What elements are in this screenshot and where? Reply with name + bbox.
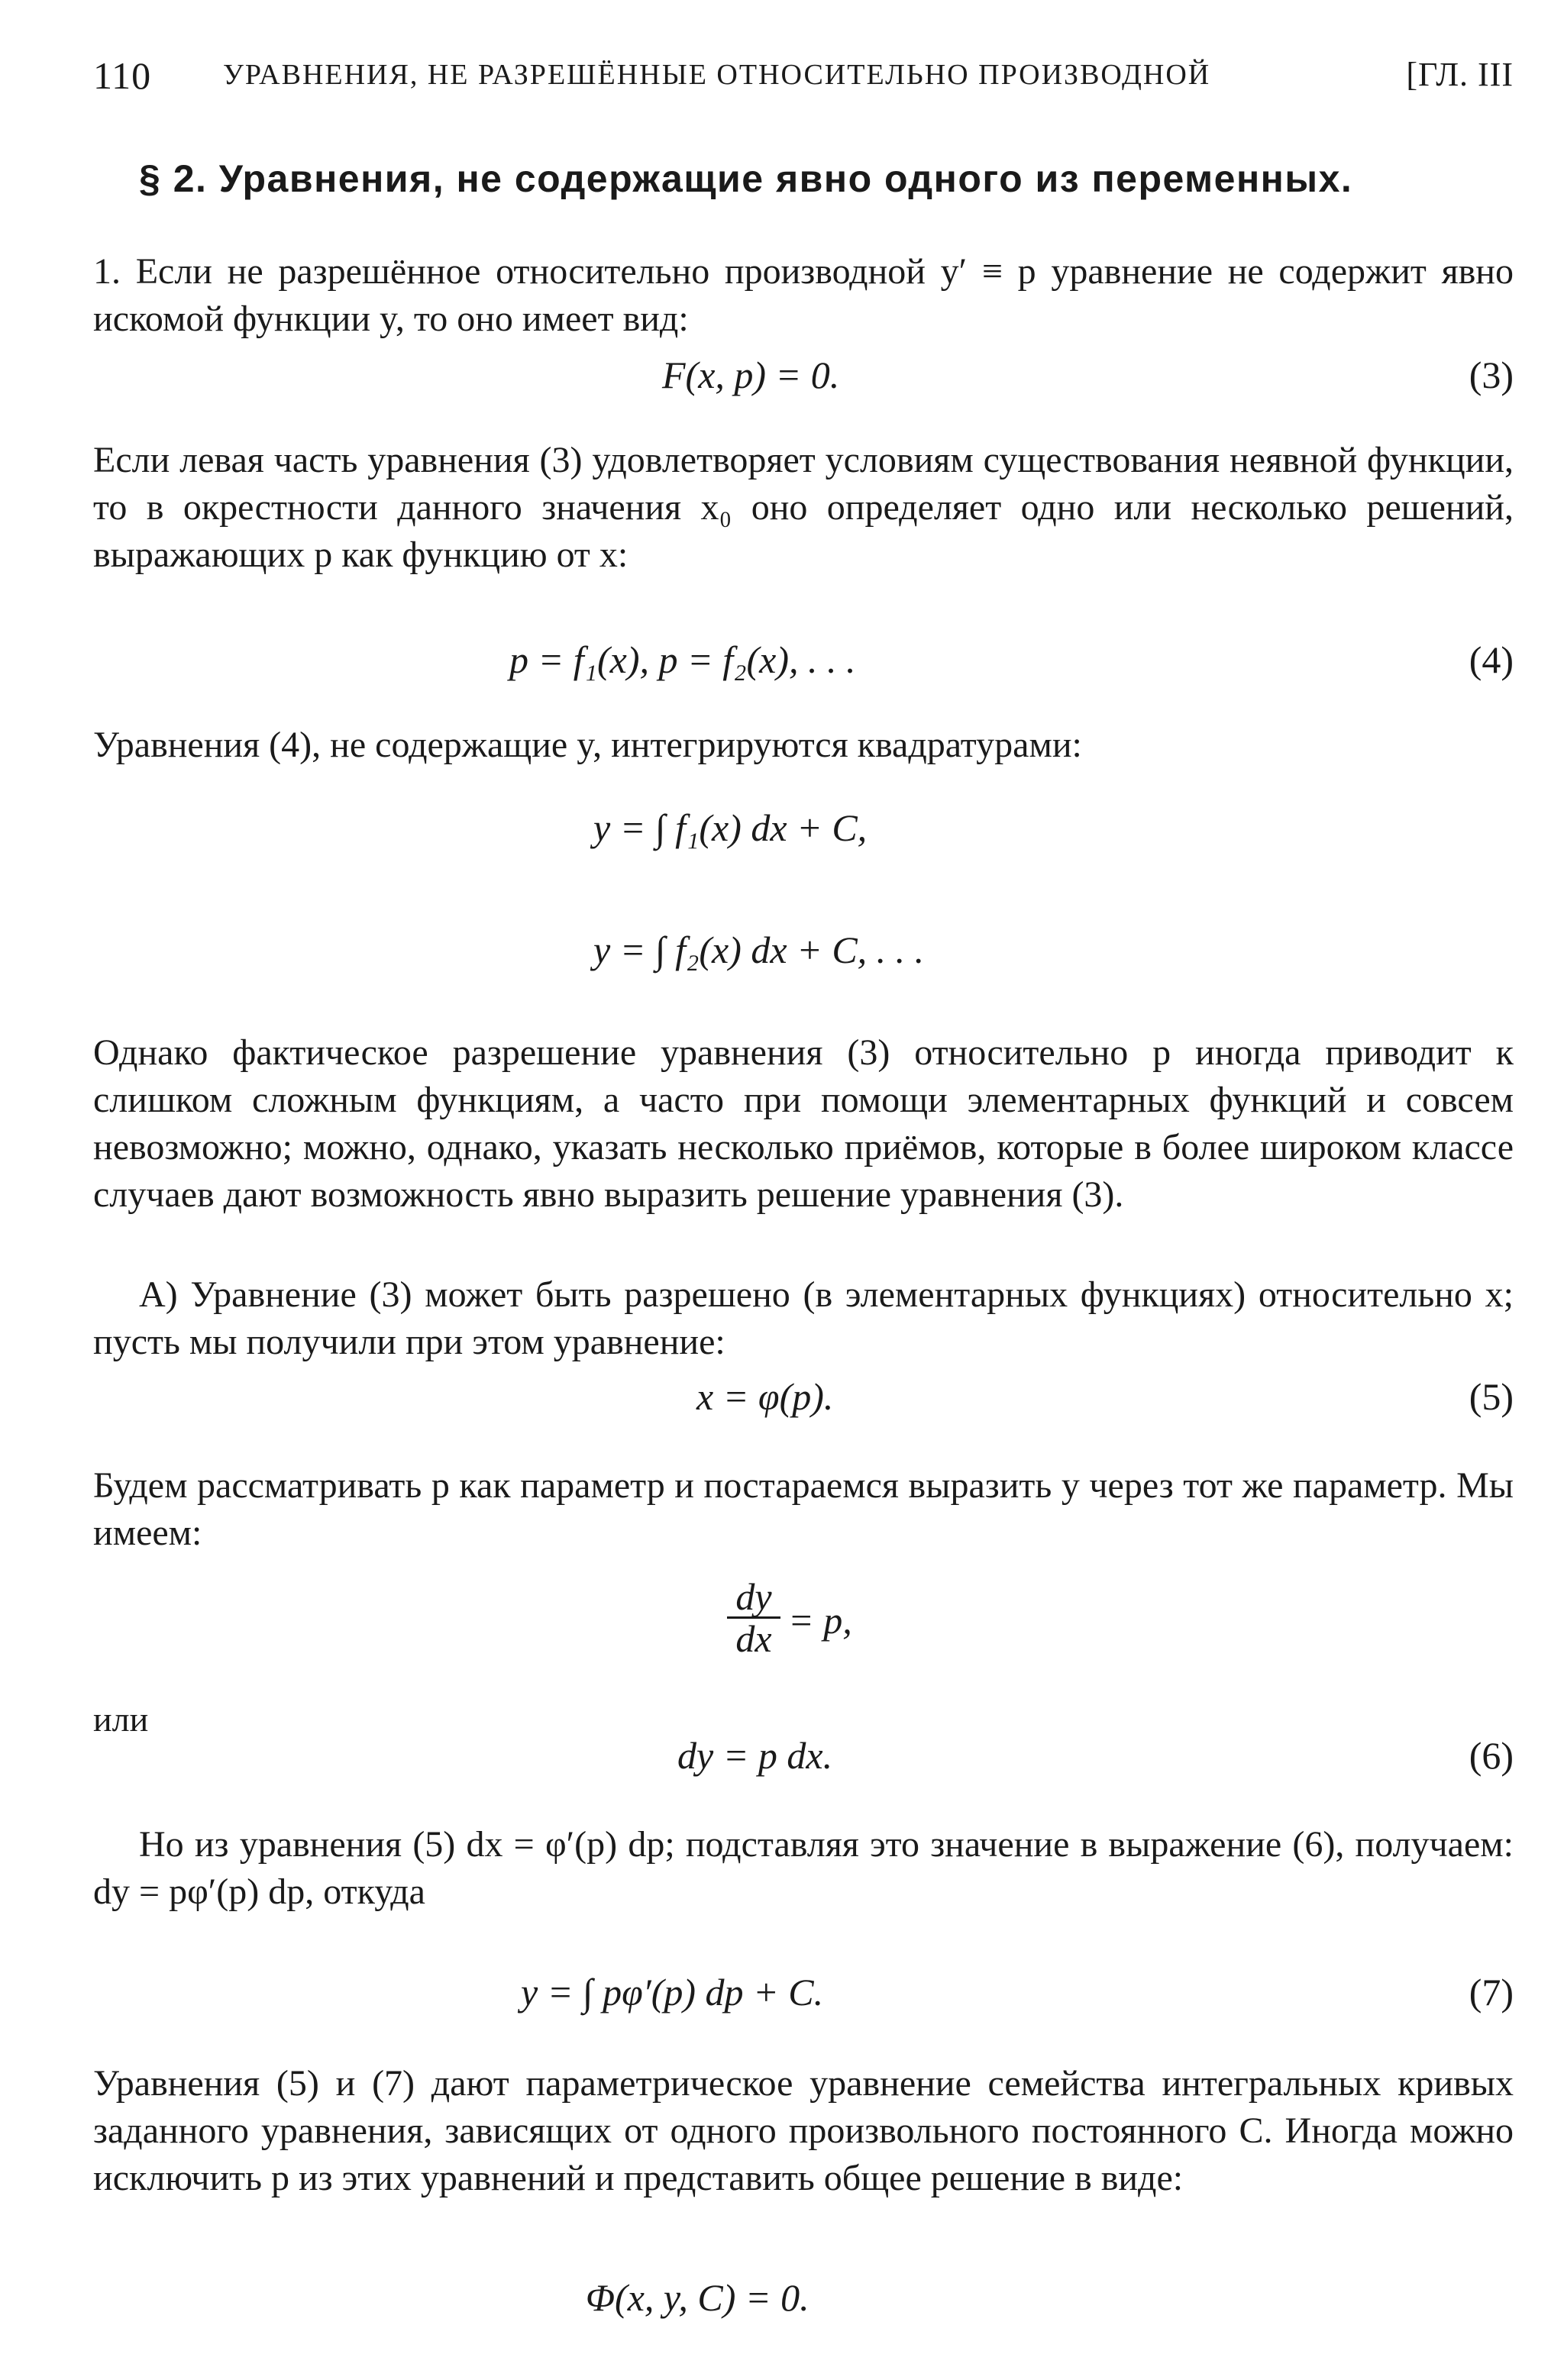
running-head [93, 53, 1514, 107]
equation-6-number: (6) [1469, 1734, 1514, 1777]
paragraph-7: Но из уравнения (5) dx = φ′(p) dp; подставляя это значение в выражение (6), получаем: dy = pφ′(p) dp, откуда [93, 1824, 1514, 1912]
chapter-label: [ГЛ. III [1406, 56, 1514, 93]
running-title: УРАВНЕНИЯ, НЕ РАЗРЕШЁННЫЕ ОТНОСИТЕЛЬНО ПРОИЗВОДНОЙ [223, 59, 1211, 91]
paragraph-2: Если левая часть уравнения (3) удовлетворяет условиям существования неявной функции, то в окрестности данного значения x₀ оно определяет одно или несколько решений, выражающих p как функцию от x: [93, 440, 1514, 575]
fraction [727, 1577, 780, 1658]
paragraph-1: 1. Если не разрешённое относительно производной y′ ≡ p уравнение не содержит явно искомой функции y, то оно имеет вид: [93, 251, 1514, 339]
integral-2-formula: y = ∫ f₂(x) dx + C, . . . [593, 928, 925, 971]
integral-1 [93, 806, 1514, 859]
equation-final [93, 2275, 1514, 2329]
fraction-denominator: dx [735, 1617, 772, 1660]
equation-4-formula: p = f₁(x), p = f₂(x), . . . [509, 638, 856, 681]
paragraph-3: Уравнения (4), не содержащие y, интегрируются квадратурами: [93, 725, 1082, 765]
paragraph-4: Однако фактическое разрешение уравнения (3) относительно p иногда приводит к слишком сложным функциям, а часто при помощи элементарных функций и совсем невозможно; можно, однако, указать несколько приёмов, которые в более широком классе случаев дают возможность явно выразить решение уравнения (3). [93, 1032, 1514, 1215]
equation-6 [93, 1733, 1514, 1787]
section-title: § 2. Уравнения, не содержащие явно одного из переменных. [139, 157, 1353, 200]
equation-3 [93, 353, 1514, 406]
integral-1-formula: y = ∫ f₁(x) dx + C, [593, 806, 868, 849]
equation-final-formula: Φ(x, y, C) = 0. [586, 2276, 809, 2319]
equation-dydx [93, 1577, 1514, 1661]
equation-7-formula: y = ∫ pφ′(p) dp + C. [521, 1971, 824, 2013]
fraction-rest: = p, [788, 1599, 852, 1642]
fraction-numerator: dy [727, 1577, 780, 1619]
equation-4 [93, 638, 1514, 691]
page-number: 110 [93, 54, 152, 97]
paragraph-6: Будем рассматривать p как параметр и постараемся выразить y через тот же параметр. Мы имеем: [93, 1465, 1514, 1553]
equation-4-number: (4) [1469, 638, 1514, 681]
equation-3-formula: F(x, p) = 0. [662, 354, 840, 396]
equation-5-number: (5) [1469, 1375, 1514, 1418]
integral-2 [93, 928, 1514, 981]
paragraph-5: А) Уравнение (3) может быть разрешено (в элементарных функциях) относительно x; пусть мы получили при этом уравнение: [93, 1274, 1514, 1362]
equation-7-number: (7) [1469, 1971, 1514, 2013]
equation-5 [93, 1374, 1514, 1428]
paragraph-8: Уравнения (5) и (7) дают параметрическое уравнение семейства интегральных кривых заданного уравнения, зависящих от одного произвольного постоянного C. Иногда можно исключить p из этих уравнений и представить общее решение в виде: [93, 2063, 1514, 2198]
equation-7 [93, 1970, 1514, 2023]
equation-3-number: (3) [1469, 354, 1514, 396]
book-page [93, 0, 1514, 2380]
word-or: или [93, 1700, 149, 1739]
equation-5-formula: x = φ(p). [696, 1375, 834, 1418]
equation-6-formula: dy = p dx. [677, 1734, 833, 1777]
